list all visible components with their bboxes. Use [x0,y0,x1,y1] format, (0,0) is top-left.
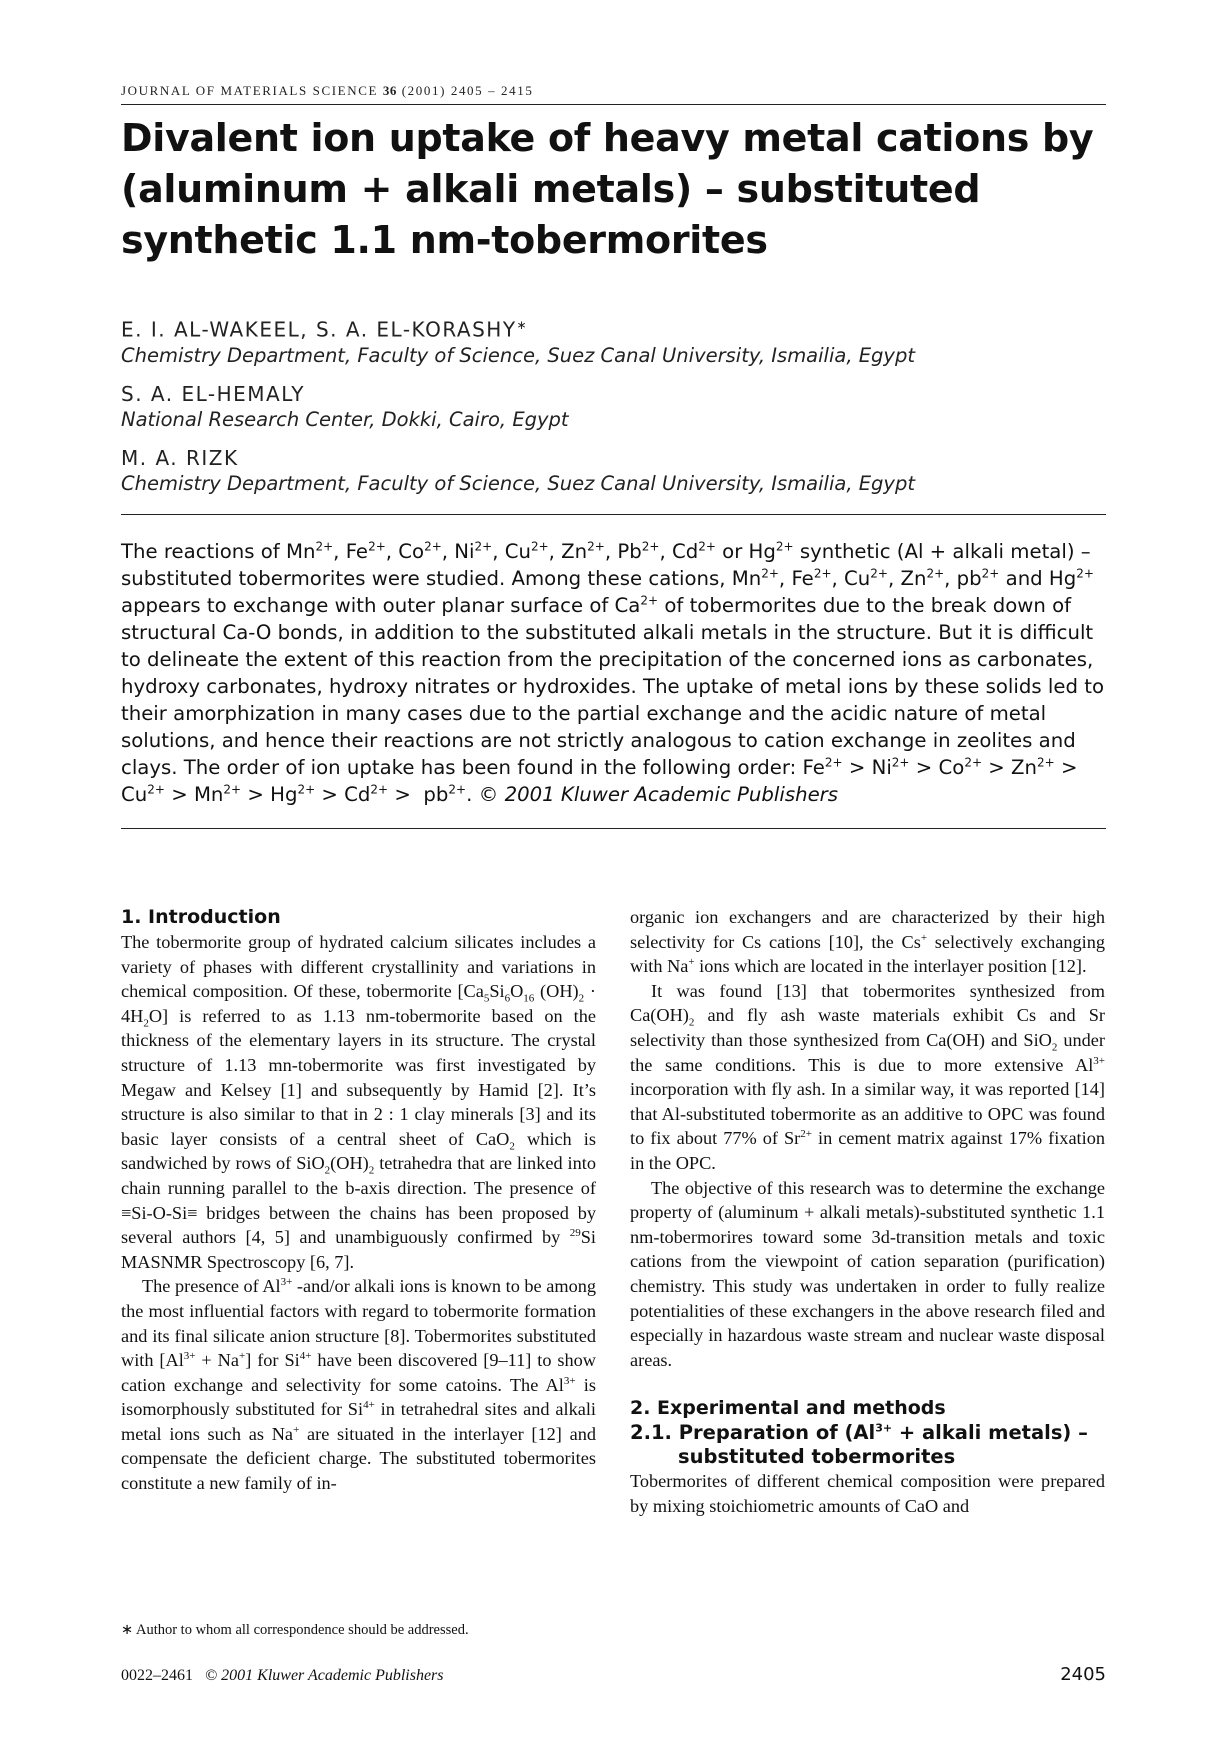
intro-paragraph-3: It was found [13] that tobermorites synthesized from $Ca(OH)_2$ and fly ash waste materials exhibit Cs and Sr selectivity than those synthesized from Ca(OH) and SiO$_2$ under the same conditions. This is due to more extensive $Al^{3+}$ incorporation with fly ash. In a similar way, it was reported [14] that Al-substituted tobermorite as an additive to OPC was found to fix about 77% of $Sr^{2+}$ in cement matrix against 17% fixation in the OPC. [630,980,1105,1173]
left-column [121,905,596,1496]
abstract-bottom-rule [121,828,1106,829]
abstract: The reactions of $Mn^{2+}$, $Fe^{2+}$, $Co^{2+}$, $Ni^{2+}$, $Cu^{2+}$, $Zn^{2+}$, $Pb^{2+}$, $Cd^{2+}$ or $Hg^{2+}$ synthetic (Al + alkali metal) – substituted tobermorites were studied. Among these cations, $Mn^{2+}$, $Fe^{2+}$, $Cu^{2+}$, $Zn^{2+}$, $pb^{2+}$ and $Hg^{2+}$ appears to exchange with outer planar surface of $Ca^{2+}$ of tobermorites due to the break down of structural Ca-O bonds, in addition to the substituted alkali metals in the structure. But it is difficult to delineate the extent of this reaction from the precipitation of the concerned ions as carbonates, hydroxy carbonates, hydroxy nitrates or hydroxides. The uptake of metal ions by these solids led to their amorphization in many cases due to the partial exchange and the acidic nature of metal solutions, and hence their reactions are not strictly analogous to cation exchange in zeolites and clays. The order of ion uptake has been found in the following order: $Fe^{2+} > Ni^{2+} > Co^{2+} > Zn^{2+} > Cu^{2+} > Mn^{2+} > Hg^{2+} > Cd^{2+} > pb^{2+}$. © 2001 Kluwer Academic Publishers [121,539,1104,806]
footnote: ∗ Author to whom all correspondence should be addressed. [121,1622,469,1638]
issn: 0022–2461 [121,1667,193,1684]
section-heading-introduction: 1. Introduction [121,906,281,928]
intro-paragraph-2: The presence of $Al^{3+}$ -and/or alkali ions is known to be among the most influential factors with regard to tobermorite formation and its final silicate anion structure [8]. Tobermorites substituted with $[Al^{3+} + Na^+]$ for $Si^{4+}$ have been discovered [9–11] to show cation exchange and selectivity for some catoins. The $Al^{3+}$ is isomorphously substituted for $Si^{4+}$ in tetrahedral sites and alkali metal ions such as Na+ are situated in the interlayer [12] and compensate the deficient charge. The substituted tobermorites constitute a new family of in- [121,1276,597,1494]
running-head [121,83,1106,99]
subsection-number: 2.1. [630,1421,672,1445]
abstract-top-rule [121,514,1106,515]
affiliation-3: Chemistry Department, Faculty of Science, Suez Canal University, Ismailia, Egypt [121,471,915,495]
year-pages: (2001) 2405 – 2415 [401,83,534,98]
page-number: 2405 [1060,1664,1106,1685]
author-names-1: E. I. AL-WAKEEL, S. A. EL-KORASHY∗ [121,317,529,342]
author-names-2: S. A. EL-HEMALY [121,381,305,406]
abstract-copyright: © 2001 Kluwer Academic Publishers [478,783,839,806]
right-column [630,905,1105,1518]
header-rule [121,104,1106,105]
footer-left [121,1667,444,1685]
affiliation-1: Chemistry Department, Faculty of Science, Suez Canal University, Ismailia, Egypt [121,343,915,367]
author-names-3: M. A. RIZK [121,445,239,470]
intro-paragraph-1: The tobermorite group of hydrated calcium silicates includes a variety of phases with different crystallinity and variations in chemical composition. Of these, tobermorite [$Ca_5Si_6O_{16}$ $(OH)_2 \cdot 4H_2O$] is referred to as 1.13 nm-tobermorite based on the thickness of the elementary layers in its structure. The crystal structure of 1.13 mn-tobermorite was first investigated by Megaw and Kelsey [1] and subsequently by Hamid [2]. It’s structure is also similar to that in 2 : 1 clay minerals [3] and its basic layer consists of a central sheet of CaO$_2$ which is sandwiched by rows of $SiO_2(OH)_2$ tetrahedra that are linked into chain running parallel to the b-axis direction. The presence of ≡Si-O-Si≡ bridges between the chains has been proposed by several authors [4, 5] and unambiguously confirmed by $^{29}$Si MASNMR Spectroscopy [6, 7]. [121,932,596,1272]
intro-paragraph-4: The objective of this research was to determine the exchange property of (aluminum + alkali metals)-substituted synthetic 1.1 nm-tobermorires toward some 3d-transition metals and toxic cations from the viewpoint of cation separation (purification) chemistry. This study was undertaken in order to fully realize potentialities of these exchangers in the above research filed and especially in hazardous waste stream and nuclear waste disposal areas. [630,1177,1105,1370]
volume-number: 36 [382,83,397,98]
subsection-heading-line2: substituted tobermorites [678,1445,956,1469]
section-heading-experimental: 2. Experimental and methods [630,1397,946,1420]
intro-paragraph-2-continued: organic ion exchangers and are characterized by their high selectivity for Cs cations [10], the Cs+ selectively exchanging with Na+ ions which are located in the interlayer position [12]. [630,907,1105,977]
article-title: Divalent ion uptake of heavy metal cations by (aluminum + alkali metals) – substituted synthetic 1.1 nm-tobermorites [121,116,1094,262]
footer-copyright: © 2001 Kluwer Academic Publishers [205,1667,444,1684]
subsection-heading-2-1: 2.1. Preparation of ($Al^{3+}$ + alkali metals) – substituted tobermorites [630,1421,1105,1469]
experimental-paragraph-1: Tobermorites of different chemical composition were prepared by mixing stoichiometric amounts of CaO and [630,1471,1105,1516]
corresponding-author-mark: ∗ [516,318,529,332]
affiliation-2: National Research Center, Dokki, Cairo, Egypt [121,407,569,431]
author-block [121,312,1106,509]
journal-name: JOURNAL OF MATERIALS SCIENCE [121,83,379,98]
